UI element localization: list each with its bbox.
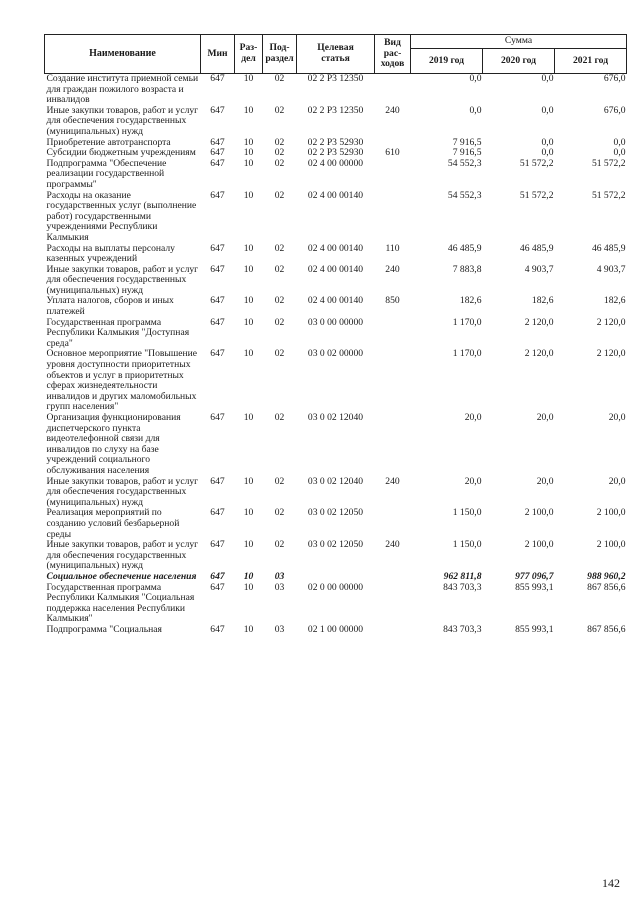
- row-celevaya: 02 4 00 00140: [307, 242, 364, 254]
- row-2019: 7 883,8: [452, 263, 482, 275]
- header-razdel: Раз- дел: [235, 35, 263, 74]
- row-2019: 843 703,3: [443, 623, 482, 635]
- row-2019: 54 552,3: [447, 189, 482, 201]
- row-celevaya: 03 0 02 12050: [307, 539, 364, 551]
- row-razdel: 10: [243, 295, 254, 307]
- table-row: [45, 74, 627, 106]
- row-2020: 2 100,0: [524, 539, 554, 551]
- row-celevaya: 02 2 Р3 12350: [307, 73, 364, 84]
- row-2020: 46 485,9: [519, 242, 554, 254]
- row-name: Иные закупки товаров, работ и услуг для обеспечения государственных (муниципальных) нужд: [46, 539, 199, 572]
- row-podrazdel: 02: [274, 412, 285, 423]
- row-2019: 0,0: [469, 73, 482, 84]
- row-vid: [375, 625, 411, 636]
- row-2021: 2 100,0: [596, 539, 626, 551]
- row-razdel: 10: [243, 570, 254, 582]
- row-2020: 20,0: [536, 412, 554, 423]
- row-2021: 20,0: [608, 412, 626, 423]
- row-podrazdel: 02: [274, 104, 285, 116]
- row-vid: 850: [385, 295, 400, 307]
- row-min: 647: [210, 507, 225, 519]
- row-2020: 51 572,2: [519, 157, 554, 169]
- header-2021: 2021 год: [555, 49, 627, 74]
- table-header: [45, 35, 627, 74]
- header-vid: Вид рас- ходов: [375, 35, 411, 74]
- row-name: Приобретение автотранспорта: [46, 136, 171, 148]
- table-row: [45, 318, 627, 350]
- row-name: Уплата налогов, сборов и иных платежей: [46, 295, 174, 318]
- header-summa: Сумма: [411, 35, 627, 49]
- row-name: Основное мероприятие "Повышение уровня доступности приоритетных объектов и услуг в приоритетных сферах жизнедеятельности инвалидов и других маломобильных групп населения": [46, 348, 198, 413]
- row-2020: 2 100,0: [524, 507, 554, 519]
- table-row: [45, 106, 627, 138]
- table-row: [45, 583, 627, 625]
- row-celevaya: 03 0 02 12040: [307, 412, 364, 423]
- header-min: Мин: [201, 35, 235, 74]
- row-podrazdel: 02: [274, 263, 285, 275]
- row-min: 647: [210, 316, 225, 328]
- row-celevaya: 02 2 Р3 52930: [307, 147, 364, 159]
- row-vid: 240: [385, 104, 400, 116]
- row-razdel: 10: [243, 104, 254, 116]
- row-razdel: 10: [243, 581, 254, 593]
- row-razdel: 10: [243, 147, 254, 159]
- row-name: Создание института приемной семьи для граждан пожилого возраста и инвалидов: [46, 73, 199, 106]
- row-podrazdel: 02: [274, 348, 285, 360]
- row-min: 647: [210, 475, 225, 487]
- row-razdel: 10: [243, 348, 254, 360]
- row-vid: [375, 159, 411, 191]
- row-2019: 20,0: [464, 475, 482, 487]
- row-celevaya: 03 0 02 00000: [307, 348, 364, 360]
- table-row: [45, 244, 627, 265]
- row-2019: 20,0: [464, 412, 482, 423]
- row-2021: 46 485,9: [591, 242, 626, 254]
- row-celevaya: 02 1 00 00000: [307, 623, 364, 635]
- row-min: 647: [210, 295, 225, 307]
- row-2020: 855 993,1: [515, 623, 554, 635]
- table-row: [45, 191, 627, 244]
- row-min: 647: [210, 539, 225, 551]
- row-2020: 4 903,7: [524, 263, 554, 275]
- row-celevaya: 02 4 00 00140: [307, 295, 364, 307]
- row-podrazdel: 02: [274, 147, 285, 159]
- row-podrazdel: 02: [274, 189, 285, 201]
- row-min: 647: [210, 136, 225, 148]
- row-vid: [375, 572, 411, 583]
- row-2021: 20,0: [608, 475, 626, 487]
- row-2021: 867 856,6: [587, 581, 626, 593]
- row-vid: 240: [385, 263, 400, 275]
- row-razdel: 10: [243, 73, 254, 84]
- table-row: [45, 159, 627, 191]
- row-min: 647: [210, 73, 225, 84]
- row-podrazdel: 02: [274, 136, 285, 148]
- row-2021: 867 856,6: [587, 623, 626, 635]
- row-2019: 1 150,0: [452, 507, 482, 519]
- row-min: 647: [210, 412, 225, 423]
- row-razdel: 10: [243, 189, 254, 201]
- row-min: 647: [210, 157, 225, 169]
- header-2019: 2019 год: [411, 49, 483, 74]
- row-min: 647: [210, 581, 225, 593]
- row-podrazdel: 02: [274, 157, 285, 169]
- table-row: [45, 572, 627, 583]
- row-2021: 0,0: [613, 147, 626, 159]
- row-vid: [375, 349, 411, 413]
- row-2021: 2 100,0: [596, 507, 626, 519]
- row-name: Социальное обеспечение населения: [46, 570, 197, 582]
- budget-table-sheet: [44, 34, 626, 635]
- row-celevaya: 02 4 00 00140: [307, 189, 364, 201]
- row-podrazdel: 03: [274, 623, 285, 635]
- row-2019: 843 703,3: [443, 581, 482, 593]
- row-2020: 51 572,2: [519, 189, 554, 201]
- row-razdel: 10: [243, 316, 254, 328]
- row-podrazdel: 02: [274, 295, 285, 307]
- row-podrazdel: 02: [274, 507, 285, 519]
- row-podrazdel: 02: [274, 539, 285, 551]
- row-name: Государственная программа Республики Калмыкия "Социальная поддержка населения Республики Калмыкия": [46, 581, 195, 625]
- row-podrazdel: 03: [274, 570, 285, 582]
- row-2021: 988 960,2: [587, 570, 626, 582]
- row-podrazdel: 02: [274, 475, 285, 487]
- header-podrazdel: Под- раздел: [263, 35, 297, 74]
- table-row: [45, 540, 627, 572]
- row-2020: 0,0: [541, 73, 554, 84]
- row-2019: 1 170,0: [452, 316, 482, 328]
- row-vid: [375, 413, 411, 477]
- row-razdel: 10: [243, 412, 254, 423]
- row-2020: 0,0: [541, 104, 554, 116]
- row-2019: 7 916,5: [452, 147, 482, 159]
- row-2021: 2 120,0: [596, 316, 626, 328]
- row-razdel: 10: [243, 136, 254, 148]
- row-2021: 51 572,2: [591, 157, 626, 169]
- row-2019: 46 485,9: [447, 242, 482, 254]
- row-celevaya: 02 4 00 00000: [307, 157, 364, 169]
- row-name: Подпрограмма "Обеспечение реализации государственной программы": [46, 157, 167, 190]
- table-row: [45, 265, 627, 297]
- row-2020: 20,0: [536, 475, 554, 487]
- row-name: Организация функционирования диспетчерского пункта видеотелефонной связи для инвалидов по слуху на базе учреждений социального обслуживания населения: [46, 412, 181, 476]
- row-min: 647: [210, 570, 225, 582]
- row-2019: 1 170,0: [452, 348, 482, 360]
- page-number: 142: [602, 876, 620, 890]
- row-celevaya: 02 4 00 00140: [307, 263, 364, 275]
- row-2020: 2 120,0: [524, 316, 554, 328]
- header-celevaya: Целевая статья: [297, 35, 375, 74]
- row-2019: 0,0: [469, 104, 482, 116]
- row-celevaya: 03 0 02 12050: [307, 507, 364, 519]
- row-2021: 676,0: [603, 73, 626, 84]
- row-celevaya: 02 0 00 00000: [307, 581, 364, 593]
- row-min: 647: [210, 623, 225, 635]
- row-min: 647: [210, 147, 225, 159]
- row-celevaya: [297, 572, 375, 583]
- table-body: [45, 74, 627, 636]
- row-2021: 182,6: [603, 295, 626, 307]
- row-celevaya: 03 0 00 00000: [307, 316, 364, 328]
- row-2019: 54 552,3: [447, 157, 482, 169]
- row-min: 647: [210, 348, 225, 360]
- row-name: Субсидии бюджетным учреждениям: [46, 147, 196, 159]
- row-podrazdel: 02: [274, 73, 285, 84]
- row-name: Иные закупки товаров, работ и услуг для обеспечения государственных (муниципальных) нужд: [46, 475, 199, 508]
- header-2020: 2020 год: [483, 49, 555, 74]
- row-2019: 962 811,8: [443, 570, 482, 582]
- row-name: Реализация мероприятий по созданию условий безбарьерной среды: [46, 507, 180, 540]
- row-2021: 0,0: [613, 136, 626, 148]
- row-2020: 855 993,1: [515, 581, 554, 593]
- table-row: [45, 508, 627, 540]
- row-name: Подпрограмма "Социальная: [46, 623, 162, 635]
- row-razdel: 10: [243, 507, 254, 519]
- row-vid: 240: [385, 475, 400, 487]
- row-min: 647: [210, 104, 225, 116]
- row-razdel: 10: [243, 242, 254, 254]
- row-2019: 182,6: [459, 295, 482, 307]
- table-row: [45, 296, 627, 317]
- row-razdel: 10: [243, 263, 254, 275]
- row-razdel: 10: [243, 539, 254, 551]
- row-2021: 4 903,7: [596, 263, 626, 275]
- row-vid: 240: [385, 539, 400, 551]
- row-2019: 1 150,0: [452, 539, 482, 551]
- row-name: Расходы на выплаты персоналу казенных учреждений: [46, 242, 175, 265]
- row-min: 647: [210, 242, 225, 254]
- table-row: [45, 477, 627, 509]
- row-2020: 2 120,0: [524, 348, 554, 360]
- row-2020: 977 096,7: [515, 570, 554, 582]
- row-vid: [375, 74, 411, 106]
- table-row: [45, 413, 627, 477]
- row-vid: [375, 583, 411, 625]
- row-vid: [375, 508, 411, 540]
- row-2019: 7 916,5: [452, 136, 482, 148]
- row-name: Иные закупки товаров, работ и услуг для обеспечения государственных (муниципальных) нужд: [46, 263, 199, 296]
- header-name: Наименование: [45, 35, 201, 74]
- row-2020: 0,0: [541, 147, 554, 159]
- row-2021: 51 572,2: [591, 189, 626, 201]
- row-min: 647: [210, 189, 225, 201]
- table-row: [45, 349, 627, 413]
- row-razdel: 10: [243, 623, 254, 635]
- row-2021: 2 120,0: [596, 348, 626, 360]
- row-razdel: 10: [243, 157, 254, 169]
- row-celevaya: 02 2 Р3 12350: [307, 104, 364, 116]
- row-vid: [375, 318, 411, 350]
- row-celevaya: 03 0 02 12040: [307, 475, 364, 487]
- row-name: Иные закупки товаров, работ и услуг для обеспечения государственных (муниципальных) нужд: [46, 104, 199, 137]
- row-2020: 182,6: [531, 295, 554, 307]
- row-2020: 0,0: [541, 136, 554, 148]
- row-min: 647: [210, 263, 225, 275]
- row-razdel: 10: [243, 475, 254, 487]
- row-podrazdel: 02: [274, 316, 285, 328]
- row-vid: 610: [385, 147, 400, 159]
- row-podrazdel: 03: [274, 581, 285, 593]
- row-celevaya: 02 2 Р3 52930: [307, 136, 364, 148]
- budget-table: [44, 34, 627, 635]
- table-row: [45, 625, 627, 636]
- row-vid: [375, 191, 411, 244]
- row-vid: 110: [385, 242, 400, 254]
- row-name: Государственная программа Республики Калмыкия "Доступная среда": [46, 316, 190, 349]
- row-podrazdel: 02: [274, 242, 285, 254]
- row-name: Расходы на оказание государственных услуг (выполнение работ) государственными учреждениями Республики Калмыкия: [46, 189, 197, 243]
- row-2021: 676,0: [603, 104, 626, 116]
